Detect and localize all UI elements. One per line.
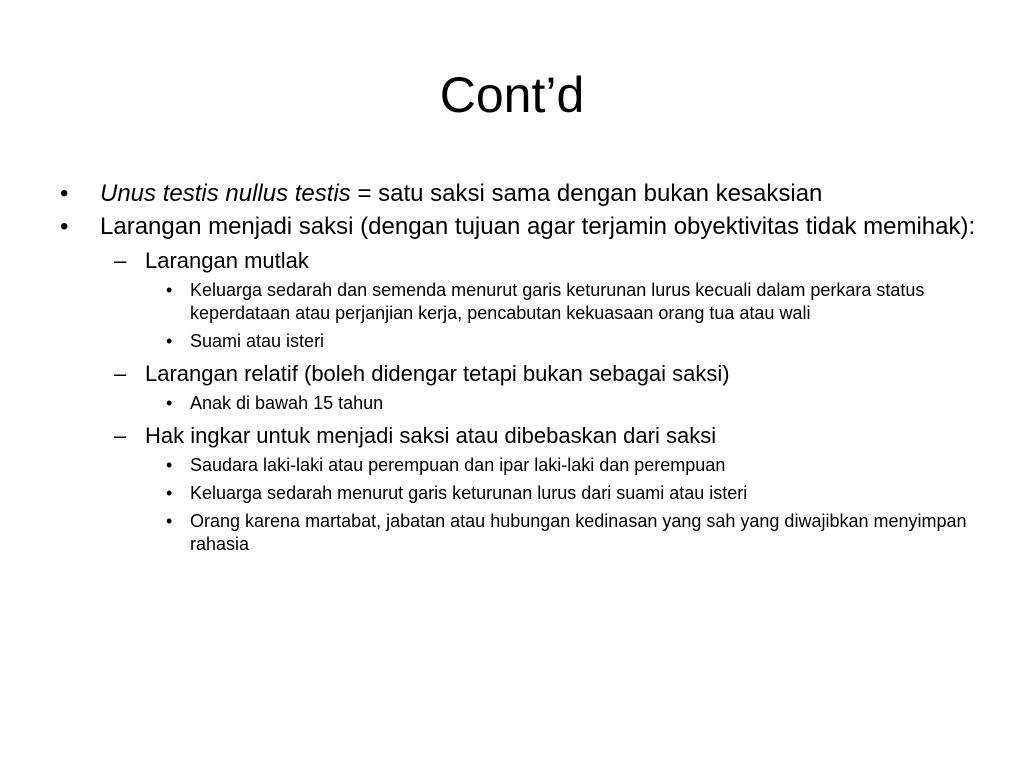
sub-bullet-text: Larangan mutlak xyxy=(145,248,309,273)
sub-bullet-item xyxy=(60,361,980,387)
dash-icon: – xyxy=(114,361,127,386)
sub-bullet-text: Hak ingkar untuk menjadi saksi atau dibebaskan dari saksi xyxy=(145,423,717,448)
dash-icon: – xyxy=(114,248,127,273)
sub-sub-bullet-item xyxy=(60,510,970,556)
sub-sub-bullet-text: Orang karena martabat, jabatan atau hubungan kedinasan yang sah yang diwajibkan menyimpan rahasia xyxy=(190,511,967,554)
sub-sub-bullet-item xyxy=(60,392,970,415)
bullet-text: = satu saksi sama dengan bukan kesaksian xyxy=(350,180,823,207)
bullet-dot-icon: • xyxy=(166,393,173,413)
sub-sub-bullet-text: Suami atau isteri xyxy=(190,331,325,351)
bullet-dot-icon: • xyxy=(60,180,69,207)
sub-bullet-item xyxy=(60,248,980,274)
bullet-dot-icon: • xyxy=(60,213,69,240)
sub-sub-bullet-text: Keluarga sedarah dan semenda menurut garis keturunan lurus kecuali dalam perkara status keperdataan atau perjanjian kerja, pencabutan kekuasaan orang tua atau wali xyxy=(190,280,925,323)
sub-sub-bullet-item xyxy=(60,279,970,325)
sub-sub-bullet-text: Saudara laki-laki atau perempuan dan ipar laki-laki dan perempuan xyxy=(190,455,726,475)
latin-term: Unus testis nullus testis xyxy=(100,180,351,207)
dash-icon: – xyxy=(114,423,127,448)
slide-title: Cont’d xyxy=(439,67,585,123)
sub-sub-bullet-text: Keluarga sedarah menurut garis keturunan lurus dari suami atau isteri xyxy=(190,483,748,503)
bullet-item xyxy=(60,213,980,240)
sub-bullet-item xyxy=(60,423,980,449)
slide-body xyxy=(60,180,980,558)
sub-sub-bullet-item xyxy=(60,482,970,505)
bullet-dot-icon: • xyxy=(166,511,173,531)
bullet-dot-icon: • xyxy=(166,483,173,503)
sub-sub-bullet-item xyxy=(60,330,970,353)
sub-sub-bullet-item xyxy=(60,454,970,477)
bullet-text: Larangan menjadi saksi (dengan tujuan agar terjamin obyektivitas tidak memihak): xyxy=(100,213,976,240)
bullet-dot-icon: • xyxy=(166,455,173,475)
sub-sub-bullet-text: Anak di bawah 15 tahun xyxy=(190,393,384,413)
bullet-dot-icon: • xyxy=(166,331,173,351)
bullet-item xyxy=(60,180,980,207)
sub-bullet-text: Larangan relatif (boleh didengar tetapi bukan sebagai saksi) xyxy=(145,361,730,386)
bullet-dot-icon: • xyxy=(166,280,173,300)
